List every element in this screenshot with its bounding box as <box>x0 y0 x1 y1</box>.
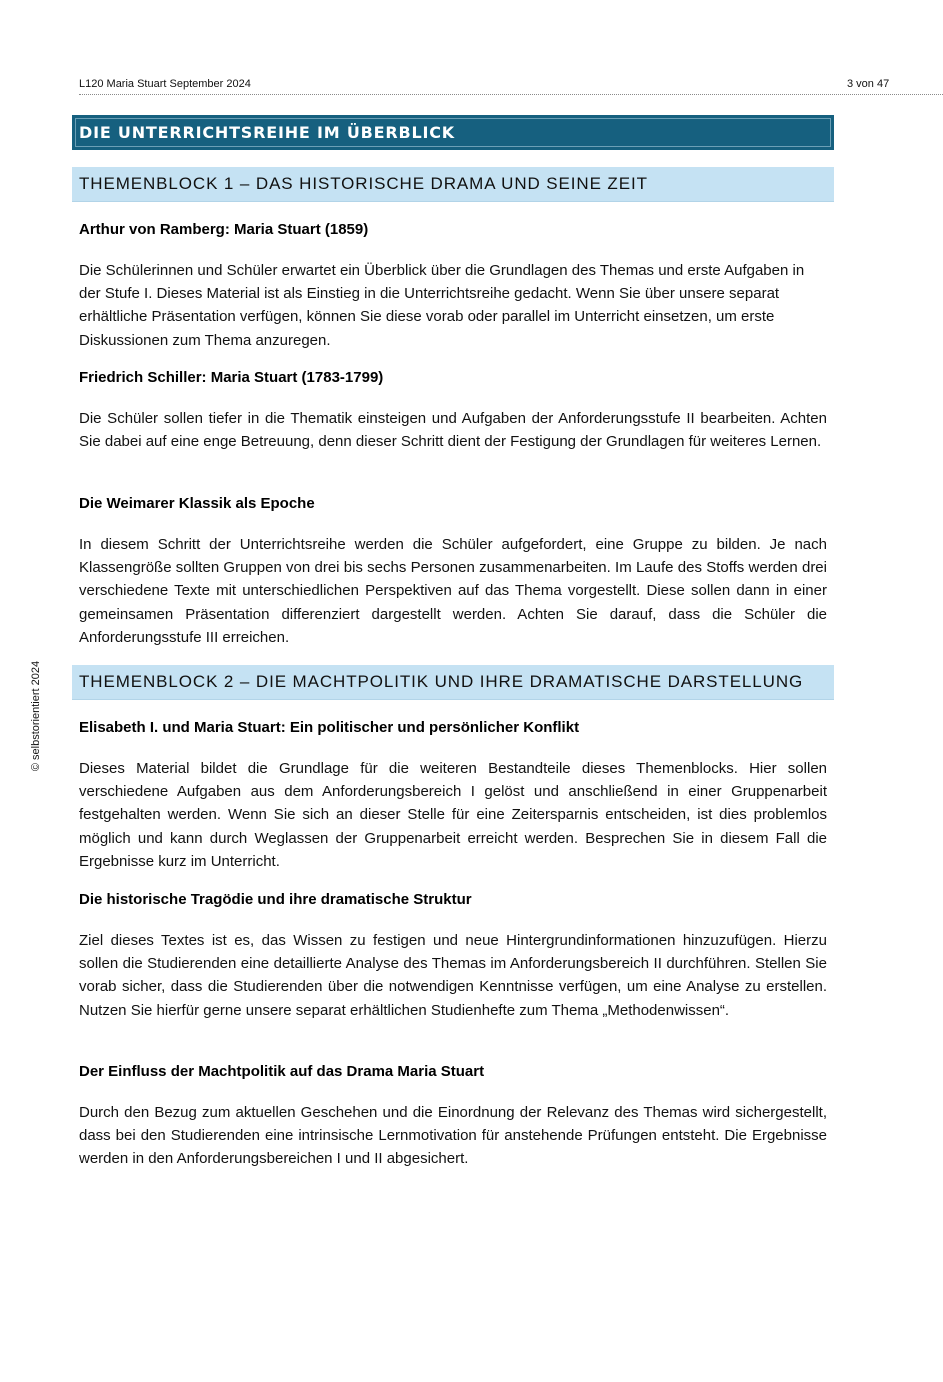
section-text: Dieses Material bildet die Grundlage für die weiteren Bestandteile dieses Themenblocks. Hier sollen verschiedene Aufgaben aus dem Anforderungsbereich I gelöst und anschließend in einer Gruppenarbeit festgehalten werden. Wenn Sie sich an dieser Stelle für eine Zeitersparnis entscheiden, ist dies problemlos möglich und kann durch Weglassen der Gruppenarbeit erreicht werden. Besprechen Sie in diesem Fall die Ergebnisse kurz im Unterricht. <box>79 760 827 870</box>
page-number: 3 von 47 <box>847 78 890 90</box>
section-historische-tragoedie <box>79 890 827 1022</box>
copyright-notice: © selbstorientiert 2024 <box>30 660 42 772</box>
section-title: Die Weimarer Klassik als Epoche <box>79 495 315 512</box>
page-header <box>79 77 943 95</box>
section-text: Die Schülerinnen und Schüler erwartet ein Überblick über die Grundlagen des Themas und erste Aufgaben in der Stufe I. Dieses Material ist als Einstieg in die Unterrichtsreihe gedacht. Wenn Sie über unsere separat erhältliche Präsentation verfügen, können Sie diese vorab oder parallel im Unterricht einsetzen, um erste Diskussionen zum Thema anzuregen. <box>79 262 805 349</box>
themenblock-2-heading <box>72 665 834 700</box>
section-title: Der Einfluss der Machtpolitik auf das Drama Maria Stuart <box>79 1063 485 1080</box>
section-text: In diesem Schritt der Unterrichtsreihe werden die Schüler aufgefordert, eine Gruppe zu bilden. Je nach Klassengröße sollten Gruppen von drei bis sechs Personen zusammenarbeiten. Im Laufe des Stoffs werden drei verschiedene Texte mit unterschiedlichen Perspektiven auf das Thema vorgestellt. Diese sollen dann in einer gemeinsamen Präsentation differenziert dargestellt werden. Achten Sie darauf, dass die Schüler die Anforderungsstufe III erreichen. <box>79 536 827 646</box>
section-text: Ziel dieses Textes ist es, das Wissen zu festigen und neue Hintergrundinformationen hinzuzufügen. Hierzu sollen die Studierenden eine detaillierte Analyse des Themas im Anforderungsbereich II durchführen. Stellen Sie vorab sicher, dass die Studierenden über die notwendigen Kenntnisse verfügen, um eine Analyse zu erstellen. Nutzen Sie hierfür gerne unsere separat erhältlichen Studienhefte zum Thema „Methodenwissen“. <box>79 932 827 1019</box>
section-title: Friedrich Schiller: Maria Stuart (1783-1799) <box>79 369 384 386</box>
section-title: Elisabeth I. und Maria Stuart: Ein politischer und persönlicher Konflikt <box>79 719 580 736</box>
themenblock-1-title: THEMENBLOCK 1 – DAS HISTORISCHE DRAMA UND SEINE ZEIT <box>79 174 648 193</box>
section-machtpolitik <box>79 1062 827 1171</box>
section-elisabeth-maria <box>79 718 827 873</box>
themenblock-1-heading <box>72 167 834 202</box>
main-title: DIE UNTERRICHTSREIHE IM ÜBERBLICK <box>79 123 455 142</box>
section-ramberg <box>79 220 827 352</box>
section-title: Die historische Tragödie und ihre dramatische Struktur <box>79 891 472 908</box>
section-schiller <box>79 368 827 453</box>
section-text: Durch den Bezug zum aktuellen Geschehen und die Einordnung der Relevanz des Themas wird sichergestellt, dass bei den Studierenden eine intrinsische Lernmotivation für anstehende Prüfungen entsteht. Die Ergebnisse werden in den Anforderungsbereichen I und II abgesichert. <box>79 1104 827 1168</box>
section-weimarer-klassik <box>79 494 827 649</box>
themenblock-2-title: THEMENBLOCK 2 – DIE MACHTPOLITIK UND IHRE DRAMATISCHE DARSTELLUNG <box>79 672 804 691</box>
section-text: Die Schüler sollen tiefer in die Thematik einsteigen und Aufgaben der Anforderungsstufe II bearbeiten. Achten Sie dabei auf eine enge Betreuung, denn dieser Schritt dient der Festigung der Grundlagen für weiteres Lernen. <box>79 410 827 451</box>
main-title-banner <box>72 115 834 150</box>
section-title: Arthur von Ramberg: Maria Stuart (1859) <box>79 221 369 238</box>
document-title: L120 Maria Stuart September 2024 <box>79 78 251 90</box>
